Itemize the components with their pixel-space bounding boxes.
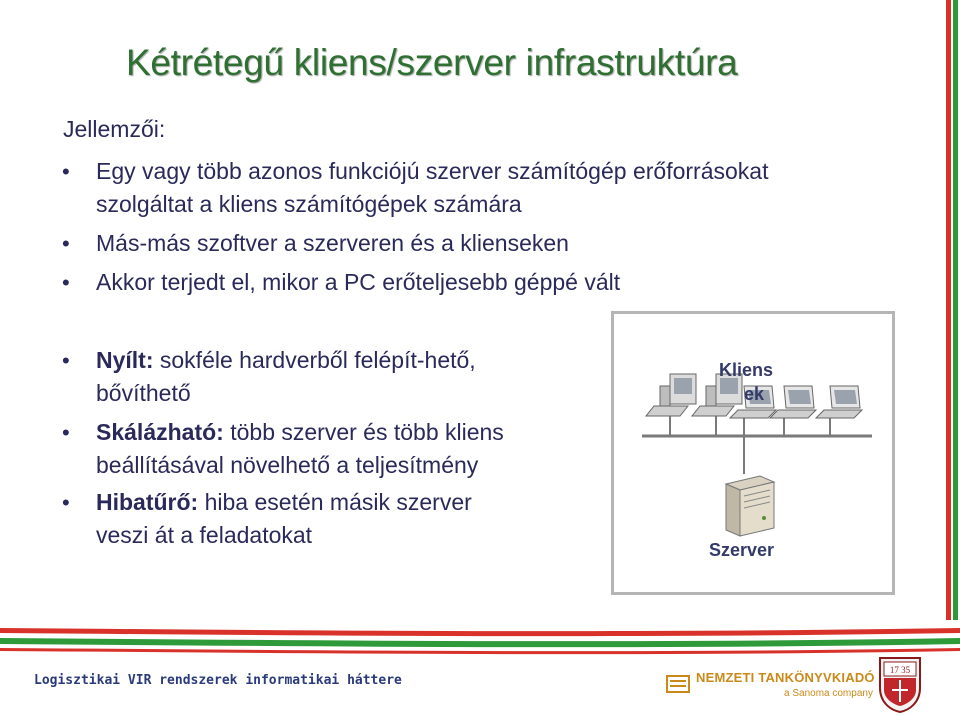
publisher-name: NEMZETI TANKÖNYVKIADÓ [696,670,875,685]
publisher-subtitle: a Sanoma company [784,688,873,699]
bullet-bold-term: Nyílt: [96,347,154,373]
bullet-text: sokféle hardverből felépít-hető, [153,347,476,373]
laptop-icon [770,386,816,418]
bullet-text: Egy vagy több azonos funkciójú szerver számítógép erőforrásokat [96,158,769,184]
server-label: Szerver [709,540,775,560]
bullet-text: veszi át a feladatokat [96,522,313,548]
bullet-marker: • [62,231,70,256]
slide-title: Kétrétegű kliens/szerver infrastruktúra [126,42,738,83]
footer-course-title: Logisztikai VIR rendszerek informatikai háttere [34,673,402,688]
bullet-text: több szerver és több kliens [223,419,504,445]
bullet-bold-term: Skálázható: [96,419,224,445]
right-decor-stripes [944,0,960,620]
bullet-text: beállításával növelhető a teljesítmény [96,452,479,478]
clients-label: Kliens [719,360,774,380]
crest-year-text: 17 35 [889,665,911,675]
clients-label-suffix: ek [744,384,765,404]
bullet-marker: • [62,348,70,373]
bullet-marker: • [62,420,70,445]
bullet-text: bővíthető [96,380,191,406]
bullet-marker: • [62,270,70,295]
section-heading: Jellemzői: [63,116,166,142]
server-tower-icon [726,476,774,536]
bullet-marker: • [62,159,70,184]
publisher-logo [666,668,875,708]
publisher-emblem-icon [666,672,690,696]
bullet-bold-term: Hibatűrő: [96,489,199,515]
bullet-text: Más-más szoftver a szerveren és a klienseken [96,230,569,256]
desktop-computer-icon [646,374,696,416]
bullet-text: szolgáltat a kliens számítógépek számára [96,191,522,217]
network-diagram [611,311,895,595]
bullet-marker: • [62,490,70,515]
footer [0,658,960,716]
bottom-decor-stripes [0,600,960,660]
laptop-icon [816,386,862,418]
university-crest-icon [876,654,924,714]
bullet-text: Akkor terjedt el, mikor a PC erőteljesebb géppé vált [96,269,621,295]
bullet-text: hiba esetén másik szerver [198,489,472,515]
